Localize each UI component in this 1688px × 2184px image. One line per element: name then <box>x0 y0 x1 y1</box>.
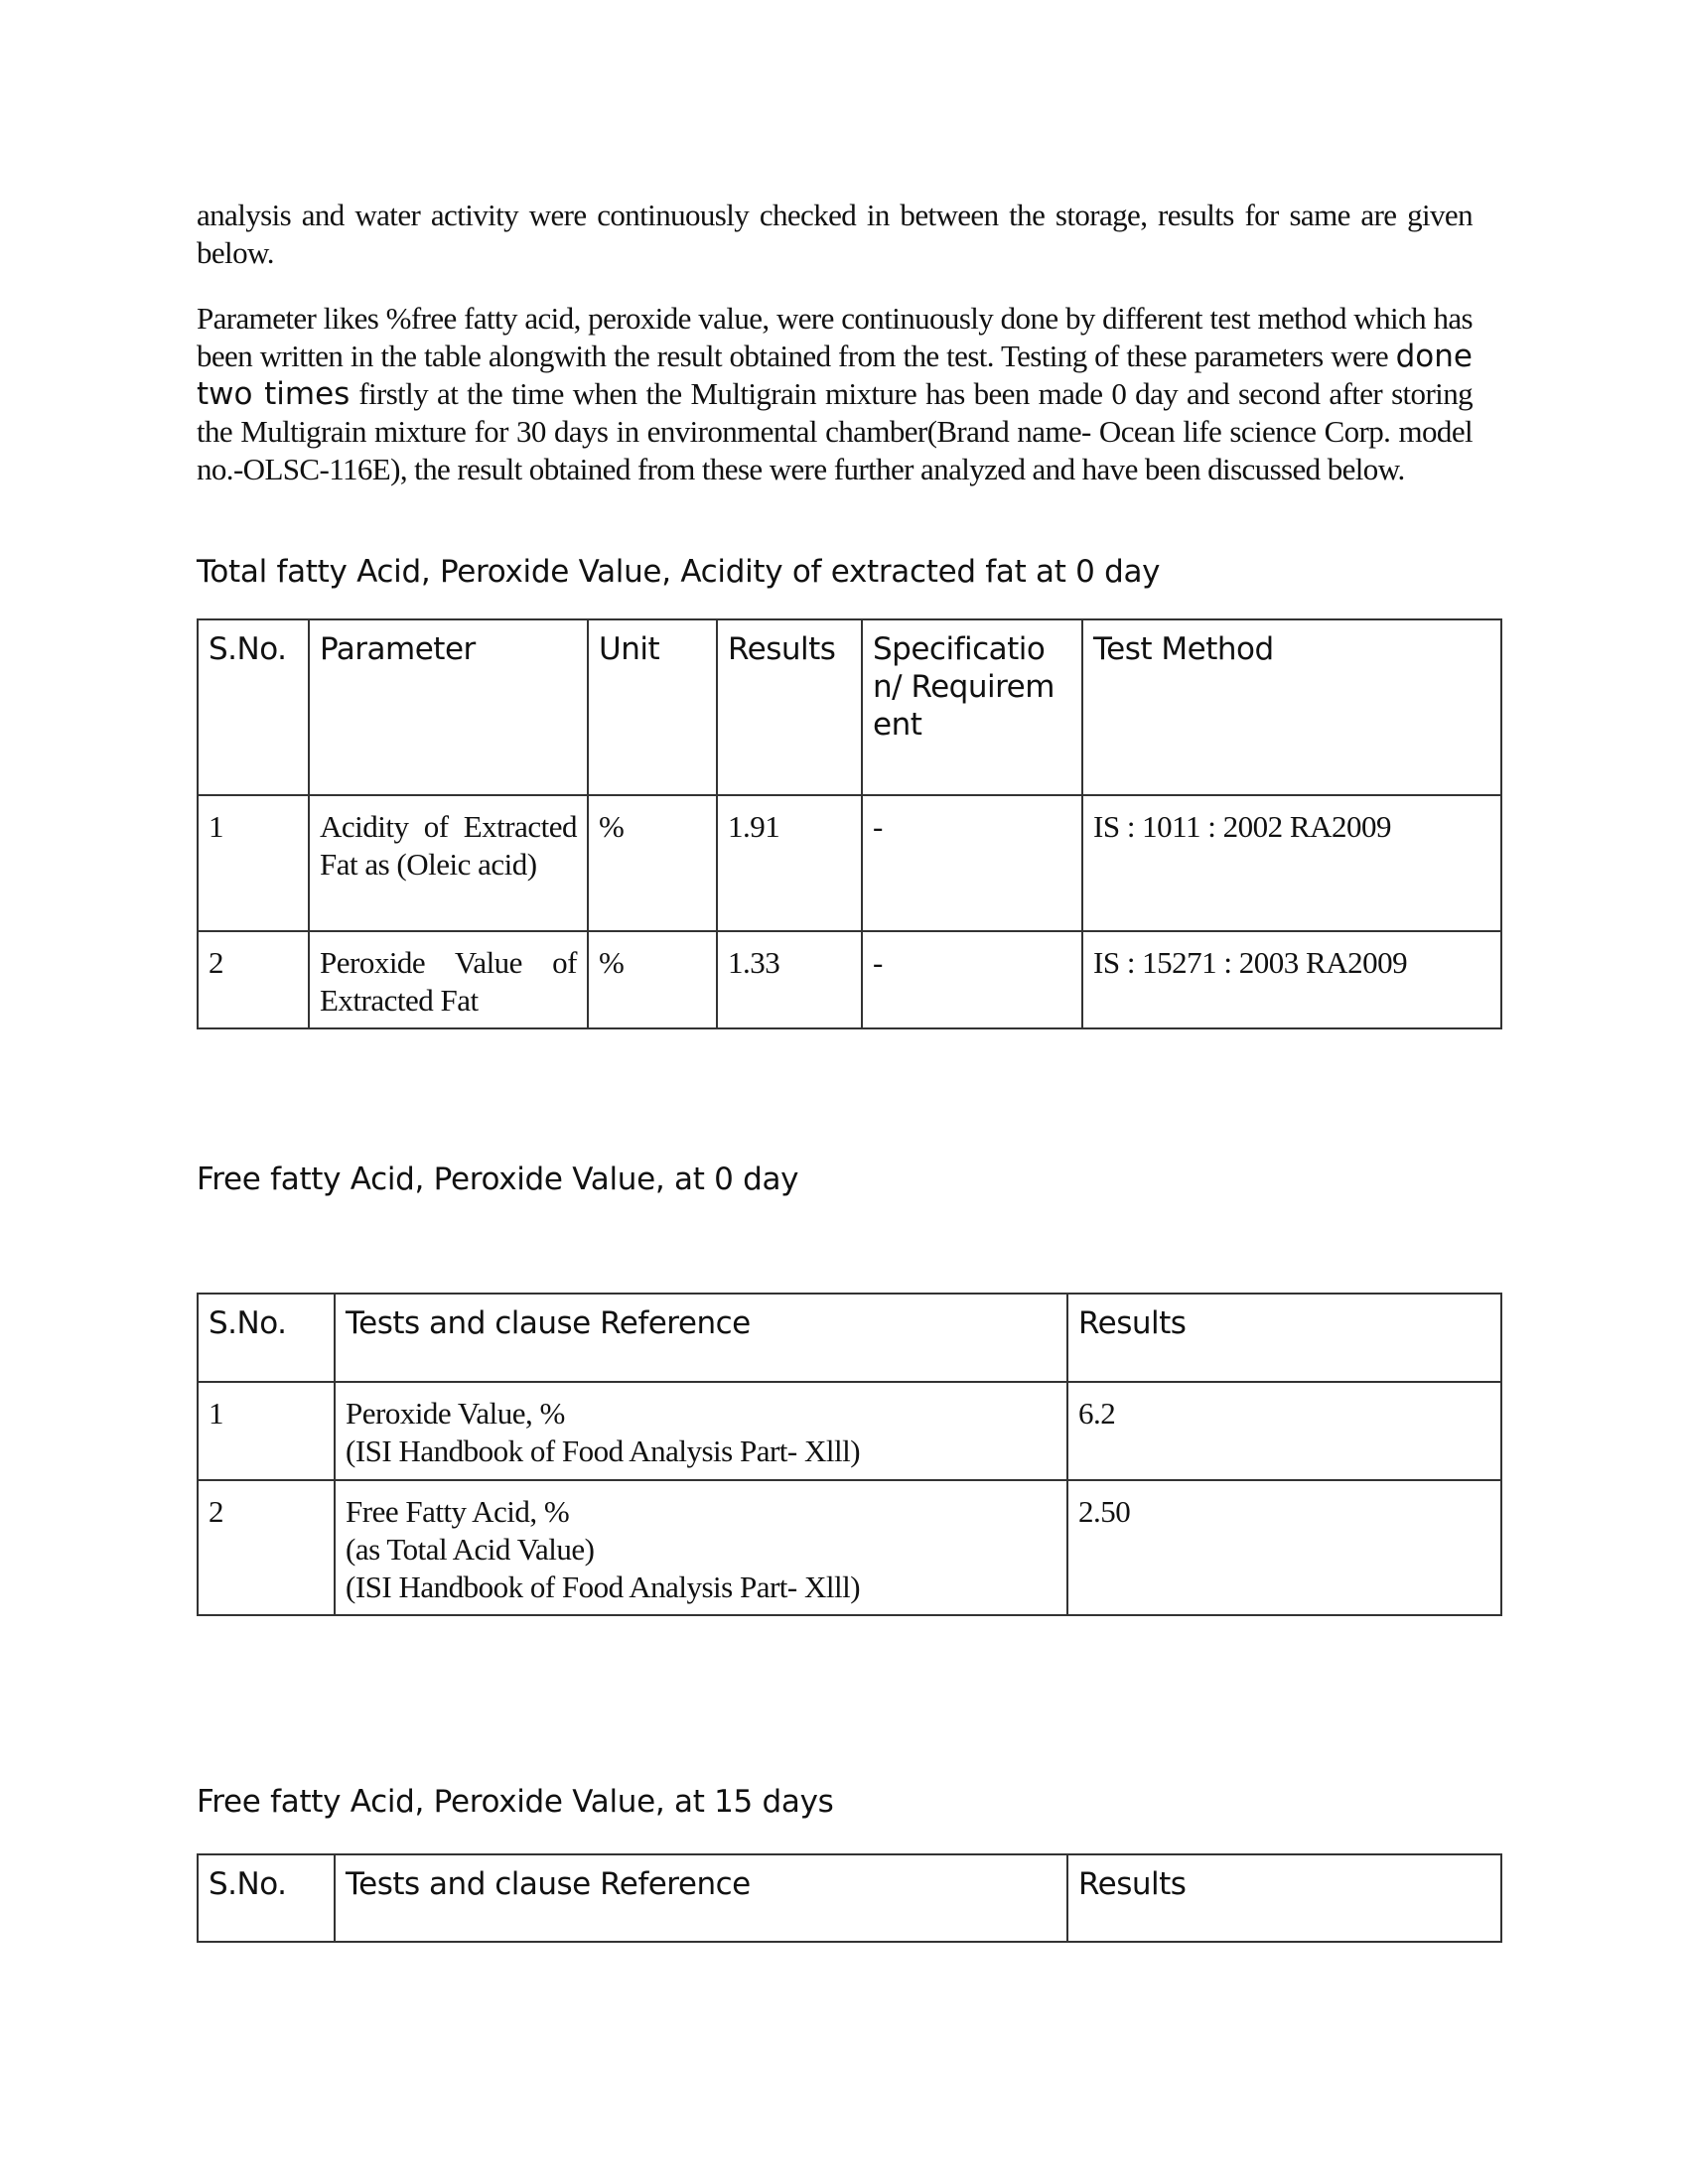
method-paragraph <box>197 300 1473 488</box>
cell-parameter: Peroxide Value of Extracted Fat <box>309 931 588 1028</box>
header-tests-reference: Tests and clause Reference <box>335 1294 1067 1382</box>
table-header-row <box>198 1854 1501 1942</box>
table-row <box>198 1382 1501 1480</box>
cell-spec: - <box>862 795 1082 931</box>
test-name: Peroxide Value, % <box>346 1396 565 1431</box>
test-reference: (ISI Handbook of Food Analysis Part- Xlll) <box>346 1433 861 1468</box>
cell-result: 6.2 <box>1067 1382 1501 1480</box>
method-paragraph-emphasis: done two times <box>197 339 1473 412</box>
header-sno: S.No. <box>198 1294 335 1382</box>
cell-sno: 1 <box>198 795 309 931</box>
ffa-peroxide-0-day-table <box>197 1293 1502 1616</box>
intro-paragraph: analysis and water activity were continuously checked in between the storage, results for same are given below. <box>197 198 1473 270</box>
cell-result: 1.91 <box>717 795 862 931</box>
test-name: Free Fatty Acid, % <box>346 1494 570 1529</box>
acidity-peroxide-table <box>197 618 1502 1029</box>
cell-test <box>335 1480 1067 1615</box>
header-sno: S.No. <box>198 619 309 795</box>
cell-result: 2.50 <box>1067 1480 1501 1615</box>
cell-unit: % <box>588 931 717 1028</box>
cell-method: IS : 15271 : 2003 RA2009 <box>1082 931 1501 1028</box>
header-tests-reference: Tests and clause Reference <box>335 1854 1067 1942</box>
cell-test <box>335 1382 1067 1480</box>
table-row <box>198 931 1501 1028</box>
cell-method: IS : 1011 : 2002 RA2009 <box>1082 795 1501 931</box>
header-specification: Specification/ Requirement <box>862 619 1082 795</box>
ffa-peroxide-15-days-table <box>197 1853 1502 1943</box>
header-unit: Unit <box>588 619 717 795</box>
cell-sno: 2 <box>198 1480 335 1615</box>
header-sno: S.No. <box>198 1854 335 1942</box>
table-row <box>198 1480 1501 1615</box>
header-results: Results <box>1067 1854 1501 1942</box>
cell-spec: - <box>862 931 1082 1028</box>
table-header-row <box>198 619 1501 795</box>
header-results: Results <box>717 619 862 795</box>
method-paragraph-text-b: firstly at the time when the Multigrain mixture has been made 0 day and second after storing the Multigrain mixture for 30 days in environmental chamber(Brand name- Ocean life science Corp. model no.-OLSC-116E), the result obtained from these were further analyzed and have been discussed below. <box>197 376 1473 486</box>
header-parameter: Parameter <box>309 619 588 795</box>
table-header-row <box>198 1294 1501 1382</box>
test-basis: (as Total Acid Value) <box>346 1532 595 1567</box>
section-heading-ffa-15-days: Free fatty Acid, Peroxide Value, at 15 days <box>197 1784 834 1820</box>
cell-sno: 2 <box>198 931 309 1028</box>
cell-result: 1.33 <box>717 931 862 1028</box>
table-row <box>198 795 1501 931</box>
section-heading-total-fatty-acid: Total fatty Acid, Peroxide Value, Acidity of extracted fat at 0 day <box>197 554 1161 590</box>
cell-sno: 1 <box>198 1382 335 1480</box>
header-results: Results <box>1067 1294 1501 1382</box>
test-reference: (ISI Handbook of Food Analysis Part- Xlll) <box>346 1570 861 1604</box>
cell-unit: % <box>588 795 717 931</box>
section-heading-ffa-0-day: Free fatty Acid, Peroxide Value, at 0 day <box>197 1161 799 1197</box>
cell-parameter: Acidity of Extracted Fat as (Oleic acid) <box>309 795 588 931</box>
header-test-method: Test Method <box>1082 619 1501 795</box>
method-paragraph-text-a: Parameter likes %free fatty acid, peroxide value, were continuously done by different test method which has been written in the table alongwith the result obtained from the test. Testing of these parameters were <box>197 301 1473 373</box>
